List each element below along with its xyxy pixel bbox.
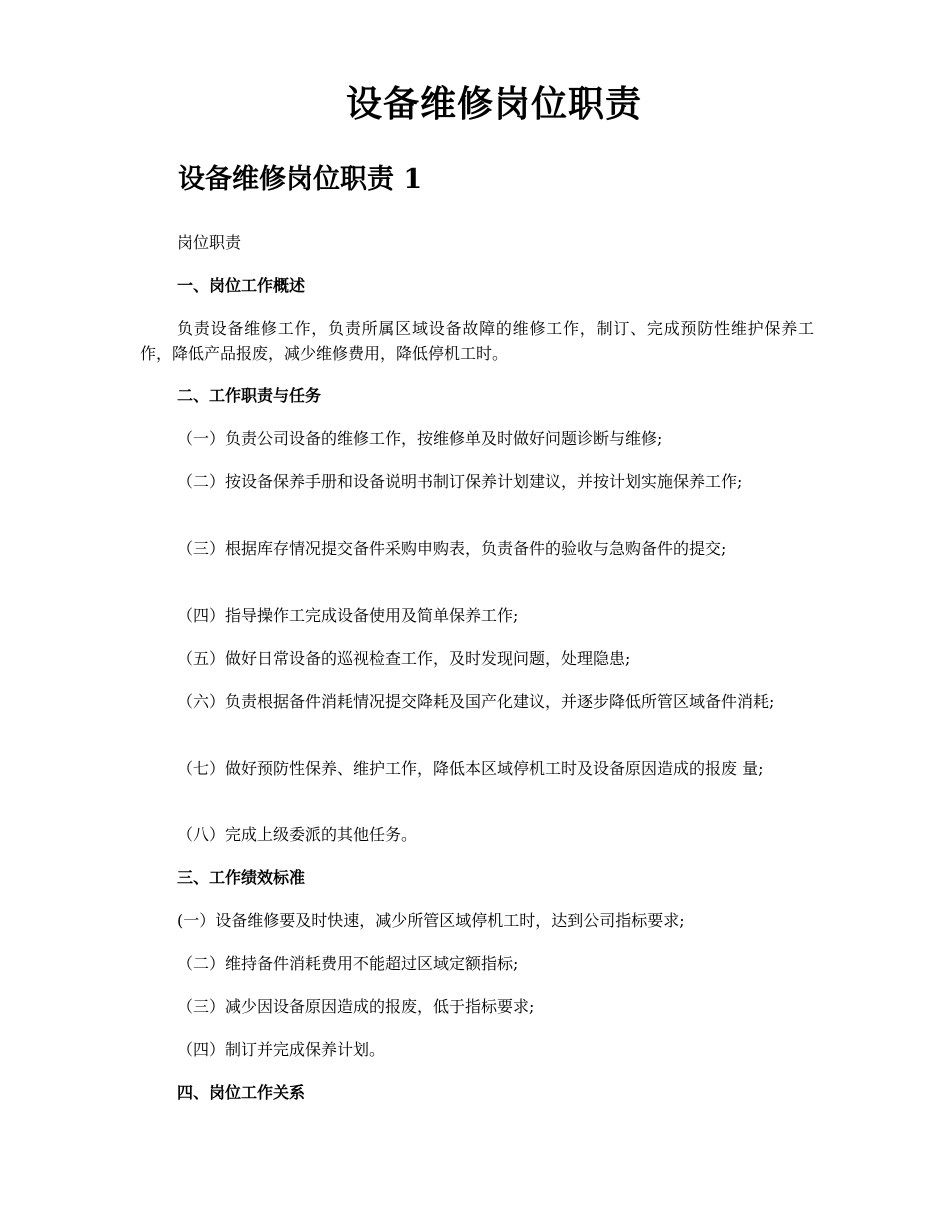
duty-item: （一）负责公司设备的维修工作，按维修单及时做好问题诊断与维修; <box>177 429 663 448</box>
heading-overview: 一、岗位工作概述 <box>177 276 306 295</box>
heading-relations: 四、岗位工作关系 <box>177 1083 306 1102</box>
heading-duties: 二、工作职责与任务 <box>177 386 322 405</box>
duty-item: （六）负责根据备件消耗情况提交降耗及国产化建议，并逐步降低所管区域备件消耗; <box>177 692 775 711</box>
label-paragraph: 岗位职责 <box>177 233 242 252</box>
standard-item: (一）设备维修要及时快速，减少所管区域停机工时，达到公司指标要求; <box>177 911 685 930</box>
duty-item: （三）根据库存情况提交备件采购申购表，负责备件的验收与急购备件的提交; <box>177 539 727 558</box>
standard-item: （三）减少因设备原因造成的报废，低于指标要求; <box>177 997 535 1016</box>
duty-item: （二）按设备保养手册和设备说明书制订保养计划建议，并按计划实施保养工作; <box>177 472 743 491</box>
section-title: 设备维修岗位职责 1 <box>178 164 423 195</box>
heading-standards: 三、工作绩效标准 <box>177 868 306 887</box>
duty-item: （五）做好日常设备的巡视检查工作，及时发现问题，处理隐患; <box>177 649 631 668</box>
overview-paragraph: 负责设备维修工作，负责所属区域设备故障的维修工作，制订、完成预防性维护保养工作，降低产品报废，减少维修费用，降低停机工时。 <box>140 319 814 363</box>
duty-item: （七）做好预防性保养、维护工作，降低本区域停机工时及设备原因造成的报废 量; <box>177 759 764 778</box>
duty-item: （八）完成上级委派的其他任务。 <box>177 825 418 844</box>
document-title: 设备维修岗位职责 <box>345 83 642 125</box>
standard-item: （二）维持备件消耗费用不能超过区域定额指标; <box>177 954 519 973</box>
duty-item: （四）指导操作工完成设备使用及简单保养工作; <box>177 606 519 625</box>
standard-item: （四）制订并完成保养计划。 <box>177 1040 386 1059</box>
